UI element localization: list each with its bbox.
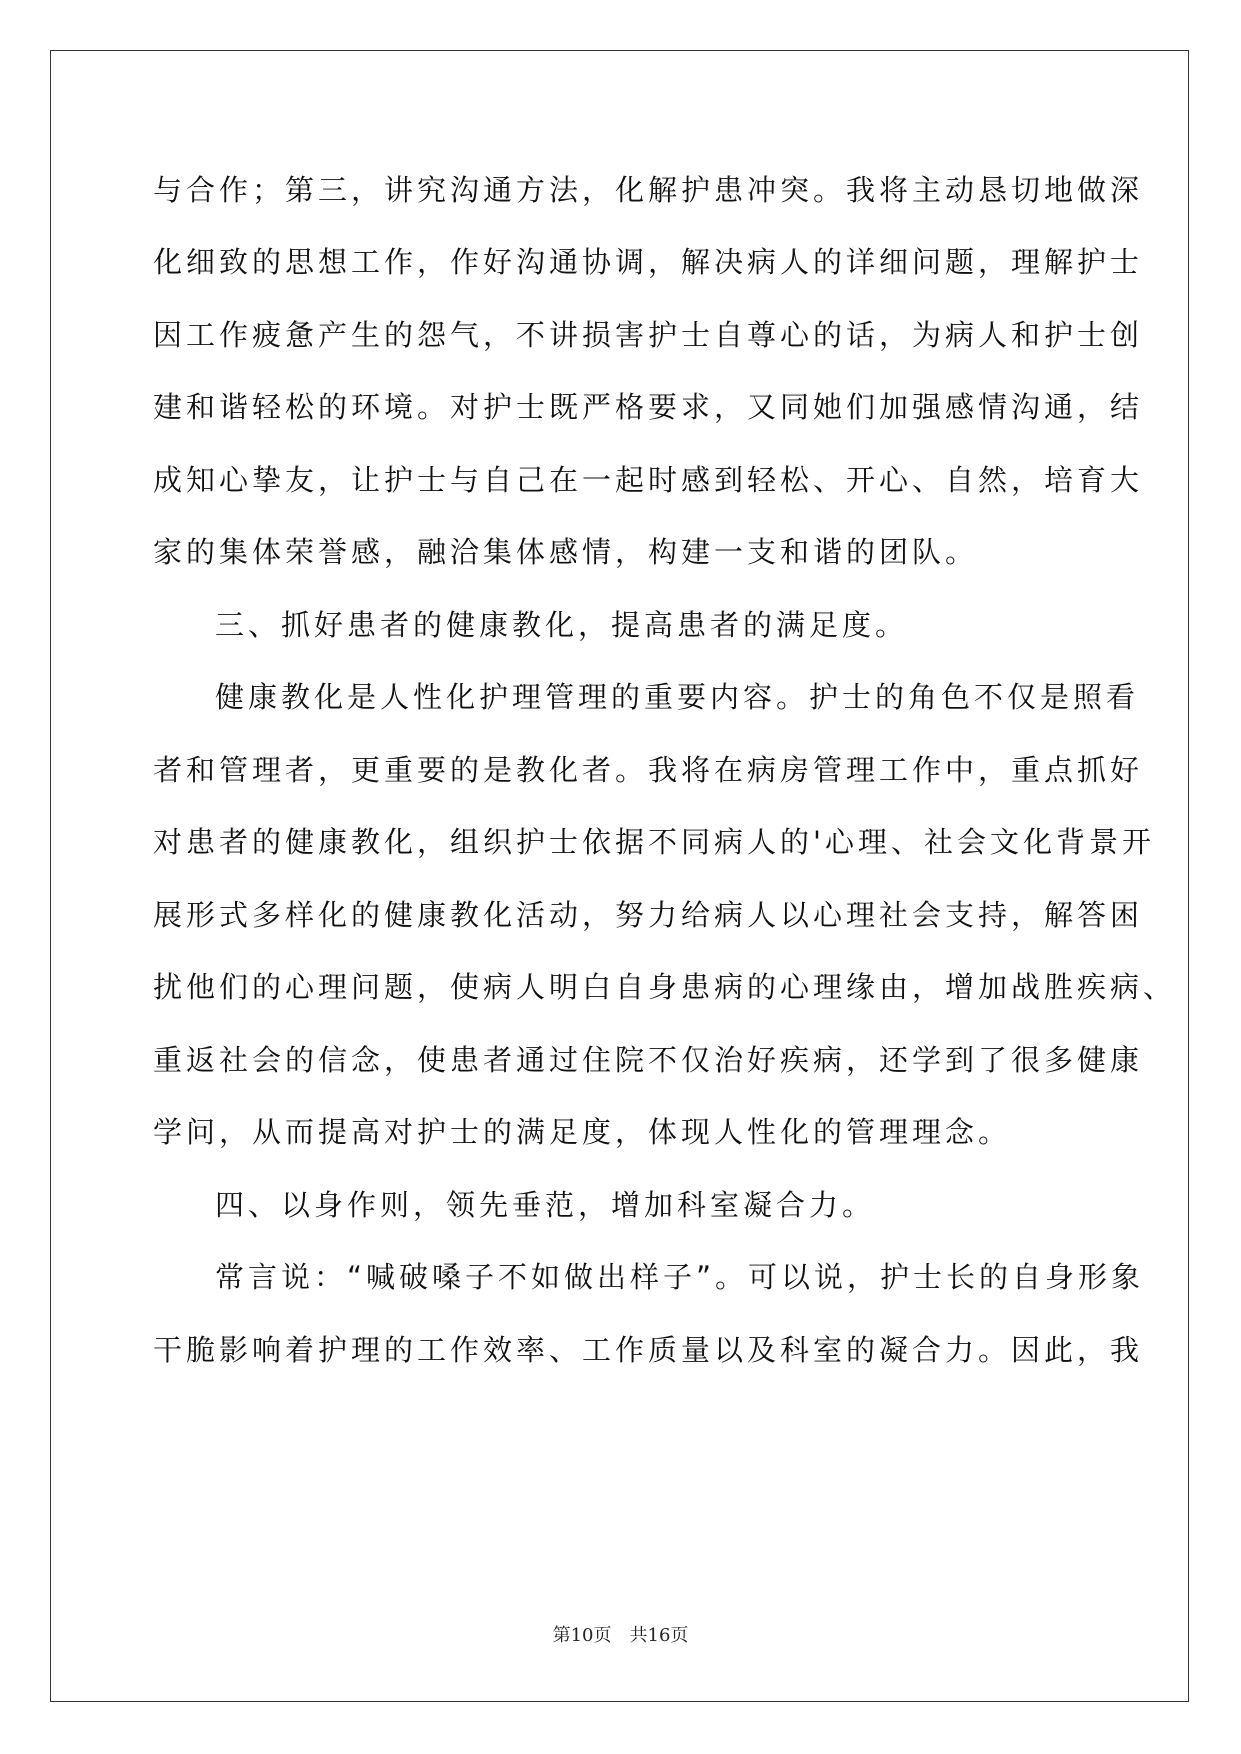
body-line-5: 成知心挚友，让护士与自己在一起时感到轻松、开心、自然，培育大 — [153, 463, 1144, 497]
body-line-8: 健康教化是人性化护理管理的重要内容。护士的角色不仅是照看 — [215, 680, 1140, 714]
page-border — [50, 50, 1189, 1702]
body-line-4: 建和谐轻松的环境。对护士既严格要求，又同她们加强感情沟通，结 — [153, 390, 1144, 424]
section-heading-3: 三、抓好患者的健康教化，提高患者的满足度。 — [215, 608, 909, 642]
section-heading-4: 四、以身作则，领先垂范，增加科室凝合力。 — [215, 1188, 876, 1222]
page-number-footer: 第10页 共16页 — [552, 1625, 689, 1646]
body-line-11: 展形式多样化的健康教化活动，努力给病人以心理社会支持，解答困 — [153, 898, 1144, 932]
body-line-16: 常言说：“喊破嗓子不如做出样子”。可以说，护士长的自身形象 — [215, 1260, 1145, 1294]
body-line-14: 学问，从而提高对护士的满足度，体现人性化的管理理念。 — [153, 1115, 1012, 1149]
body-line-6: 家的集体荣誉感，融洽集体感情，构建一支和谐的团队。 — [153, 535, 979, 569]
body-line-17: 干脆影响着护理的工作效率、工作质量以及科室的凝合力。因此，我 — [153, 1333, 1144, 1367]
body-line-2: 化细致的思想工作，作好沟通协调，解决病人的详细问题，理解护士 — [153, 245, 1144, 279]
body-line-9: 者和管理者，更重要的是教化者。我将在病房管理工作中，重点抓好 — [153, 753, 1144, 787]
body-line-10: 对患者的健康教化，组织护士依据不同病人的'心理、社会文化背景开 — [153, 825, 1155, 859]
body-line-13: 重返社会的信念，使患者通过住院不仅治好疾病，还学到了很多健康 — [153, 1043, 1144, 1077]
body-line-3: 因工作疲惫产生的怨气，不讲损害护士自尊心的话，为病人和护士创 — [153, 318, 1144, 352]
body-line-1: 与合作；第三，讲究沟通方法，化解护患冲突。我将主动恳切地做深 — [153, 173, 1144, 207]
body-line-12: 扰他们的心理问题，使病人明白自身患病的心理缘由，增加战胜疾病、 — [153, 970, 1177, 1004]
